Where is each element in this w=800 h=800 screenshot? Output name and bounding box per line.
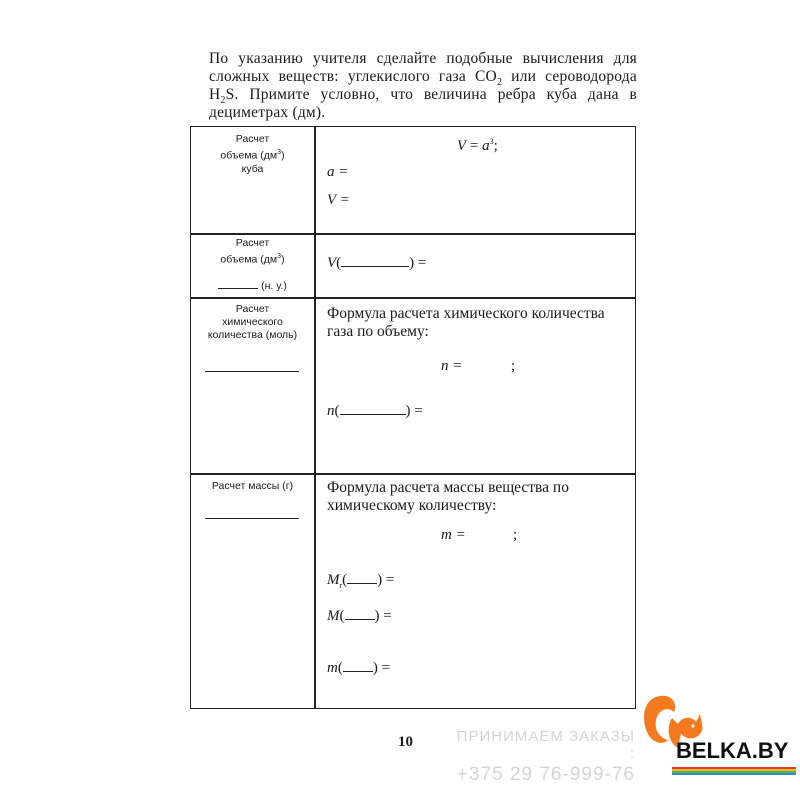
amount-answer-blank	[205, 371, 299, 372]
row-amount-label: Расчет химического количества (моль)	[207, 303, 298, 341]
intro-text-3: S. Примите условно, что величина ребра куба дана в дециметрах (дм).	[209, 86, 637, 121]
cube-v-line: V =	[327, 192, 350, 208]
table-column-divider	[314, 127, 316, 708]
table-row-divider	[191, 473, 635, 475]
mass-m-formula: m =	[441, 527, 466, 543]
amount-expression: n( ) =	[327, 403, 423, 419]
volume-expression: V( ) =	[327, 255, 427, 271]
amount-formula-text: Формула расчета химического количества газа по объему:	[327, 305, 605, 340]
intro-text-1: По указанию учителя сделайте подобные вычисления для сложных веществ: углекислого газа CO	[209, 50, 637, 85]
table-row-divider	[191, 297, 635, 299]
brand-stripes	[672, 767, 796, 777]
mass-formula-text: Формула расчета массы вещества по химическому количеству:	[327, 479, 569, 514]
mass-answer-blank	[205, 518, 299, 519]
page-number: 10	[398, 734, 413, 750]
cube-volume-formula: $V = a^3$;	[457, 137, 498, 154]
intro-paragraph	[209, 50, 637, 122]
table-row-divider	[191, 233, 635, 235]
row-volume-label: Расчет объема $(дм^3)$	[220, 237, 285, 266]
mass-expression: m( ) =	[327, 660, 391, 676]
mr-expression: $M_r$( ) =	[327, 572, 395, 590]
intro-sub-1: 2	[496, 77, 503, 89]
mass-semicolon: ;	[513, 527, 518, 543]
watermark-text: ПРИНИМАЕМ ЗАКАЗЫ : +375 29 76-999-76	[456, 728, 635, 785]
calculation-table	[190, 126, 636, 709]
amount-semicolon: ;	[511, 358, 516, 374]
intro-sub-2: 2	[220, 95, 226, 107]
amount-n-formula: n =	[441, 358, 463, 374]
brand-logo-text: BELKA.BY	[676, 738, 789, 763]
row-mass-label: Расчет массы (г)	[211, 480, 294, 492]
molar-mass-expression: M( ) =	[327, 608, 392, 624]
intro-text-2: или сероводорода H	[209, 68, 637, 103]
edge-a-line: a =	[327, 164, 349, 180]
row-volume-label-nu: (н. у.)	[191, 279, 314, 293]
row-cube-label: Расчет объема $(дм^3)$ куба	[220, 133, 285, 175]
